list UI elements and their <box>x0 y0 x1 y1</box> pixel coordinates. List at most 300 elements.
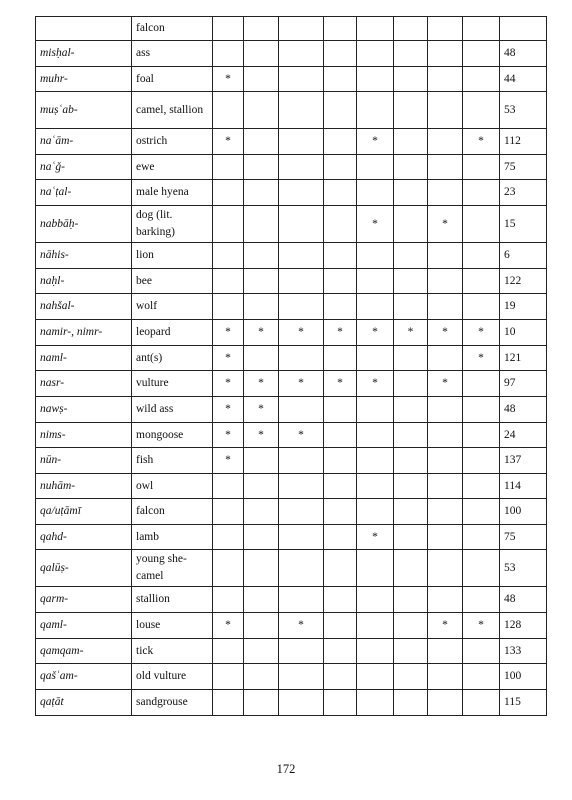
lexicon-table <box>35 16 547 716</box>
table-row <box>36 67 547 92</box>
attestation-mark-cell <box>394 525 428 550</box>
attestation-mark-cell <box>463 448 500 474</box>
page-reference-cell: 53 <box>500 92 547 129</box>
attestation-mark-cell <box>463 690 500 716</box>
attestation-mark-cell: * <box>213 346 244 371</box>
attestation-mark-cell <box>213 206 244 243</box>
attestation-mark-cell <box>394 92 428 129</box>
meaning-cell: wild ass <box>132 397 213 423</box>
attestation-mark-cell: * <box>213 67 244 92</box>
table-row <box>36 180 547 206</box>
attestation-mark-cell <box>357 180 394 206</box>
attestation-mark-cell <box>244 474 279 499</box>
attestation-mark-cell <box>394 206 428 243</box>
attestation-mark-cell <box>244 550 279 587</box>
attestation-mark-cell <box>357 346 394 371</box>
attestation-mark-cell <box>463 155 500 180</box>
page-reference-cell: 115 <box>500 690 547 716</box>
arabic-word-cell: nawṣ- <box>36 397 132 423</box>
arabic-word-cell: nūn- <box>36 448 132 474</box>
page-reference-cell: 23 <box>500 180 547 206</box>
attestation-mark-cell <box>428 129 463 155</box>
arabic-word-cell: nasr- <box>36 371 132 397</box>
attestation-mark-cell <box>324 499 357 525</box>
attestation-mark-cell <box>357 690 394 716</box>
attestation-mark-cell <box>463 17 500 41</box>
attestation-mark-cell <box>213 243 244 269</box>
attestation-mark-cell <box>394 448 428 474</box>
attestation-mark-cell <box>357 550 394 587</box>
attestation-mark-cell <box>394 17 428 41</box>
attestation-mark-cell <box>279 397 324 423</box>
attestation-mark-cell <box>357 448 394 474</box>
attestation-mark-cell <box>324 41 357 67</box>
meaning-cell: camel, stallion <box>132 92 213 129</box>
attestation-mark-cell <box>279 269 324 294</box>
attestation-mark-cell <box>324 423 357 448</box>
attestation-mark-cell <box>324 17 357 41</box>
attestation-mark-cell <box>213 17 244 41</box>
attestation-mark-cell <box>394 587 428 613</box>
arabic-word-cell: muṣʿab- <box>36 92 132 129</box>
attestation-mark-cell: * <box>213 613 244 639</box>
table-row <box>36 587 547 613</box>
attestation-mark-cell <box>244 41 279 67</box>
attestation-mark-cell <box>324 180 357 206</box>
table-row <box>36 320 547 346</box>
table-row <box>36 550 547 587</box>
attestation-mark-cell <box>463 371 500 397</box>
arabic-word-cell: nuhām- <box>36 474 132 499</box>
attestation-mark-cell <box>428 639 463 664</box>
attestation-mark-cell <box>463 92 500 129</box>
meaning-cell: ant(s) <box>132 346 213 371</box>
arabic-word-cell: qašʿam- <box>36 664 132 690</box>
meaning-cell: lion <box>132 243 213 269</box>
attestation-mark-cell: * <box>213 397 244 423</box>
attestation-mark-cell <box>213 550 244 587</box>
attestation-mark-cell <box>428 294 463 320</box>
attestation-mark-cell <box>244 269 279 294</box>
attestation-mark-cell <box>394 180 428 206</box>
attestation-mark-cell: * <box>279 371 324 397</box>
attestation-mark-cell <box>324 155 357 180</box>
arabic-word-cell: naʿām- <box>36 129 132 155</box>
attestation-mark-cell <box>357 155 394 180</box>
attestation-mark-cell: * <box>428 320 463 346</box>
attestation-mark-cell: * <box>324 320 357 346</box>
attestation-mark-cell <box>428 269 463 294</box>
attestation-mark-cell <box>244 448 279 474</box>
attestation-mark-cell <box>428 180 463 206</box>
page-reference-cell: 114 <box>500 474 547 499</box>
meaning-cell: old vulture <box>132 664 213 690</box>
attestation-mark-cell <box>394 243 428 269</box>
attestation-mark-cell <box>463 499 500 525</box>
meaning-cell: ass <box>132 41 213 67</box>
meaning-cell: vulture <box>132 371 213 397</box>
attestation-mark-cell: * <box>428 613 463 639</box>
table-row <box>36 639 547 664</box>
attestation-mark-cell <box>244 67 279 92</box>
attestation-mark-cell <box>463 550 500 587</box>
page-reference-cell: 75 <box>500 155 547 180</box>
attestation-mark-cell <box>244 206 279 243</box>
attestation-mark-cell <box>279 448 324 474</box>
attestation-mark-cell <box>244 155 279 180</box>
attestation-mark-cell <box>324 269 357 294</box>
table-row <box>36 371 547 397</box>
arabic-word-cell: naḥl- <box>36 269 132 294</box>
meaning-cell: sandgrouse <box>132 690 213 716</box>
attestation-mark-cell: * <box>244 397 279 423</box>
attestation-mark-cell <box>394 67 428 92</box>
attestation-mark-cell: * <box>428 371 463 397</box>
attestation-mark-cell <box>428 92 463 129</box>
attestation-mark-cell <box>213 294 244 320</box>
attestation-mark-cell <box>394 129 428 155</box>
meaning-cell: foal <box>132 67 213 92</box>
attestation-mark-cell <box>279 525 324 550</box>
attestation-mark-cell: * <box>279 613 324 639</box>
attestation-mark-cell <box>324 243 357 269</box>
attestation-mark-cell <box>394 269 428 294</box>
attestation-mark-cell <box>244 180 279 206</box>
page-reference-cell: 128 <box>500 613 547 639</box>
attestation-mark-cell <box>394 690 428 716</box>
attestation-mark-cell <box>428 499 463 525</box>
attestation-mark-cell: * <box>279 423 324 448</box>
page-reference-cell: 10 <box>500 320 547 346</box>
attestation-mark-cell <box>463 587 500 613</box>
attestation-mark-cell <box>428 346 463 371</box>
attestation-mark-cell <box>244 92 279 129</box>
attestation-mark-cell <box>279 243 324 269</box>
page-reference-cell: 97 <box>500 371 547 397</box>
attestation-mark-cell <box>463 67 500 92</box>
attestation-mark-cell: * <box>463 320 500 346</box>
arabic-word-cell: qaṭāt <box>36 690 132 716</box>
table-row <box>36 397 547 423</box>
attestation-mark-cell <box>279 155 324 180</box>
attestation-mark-cell <box>428 448 463 474</box>
attestation-mark-cell <box>324 67 357 92</box>
page-reference-cell: 100 <box>500 664 547 690</box>
attestation-mark-cell <box>279 587 324 613</box>
attestation-mark-cell <box>213 269 244 294</box>
attestation-mark-cell <box>463 474 500 499</box>
attestation-mark-cell <box>357 92 394 129</box>
page-reference-cell: 133 <box>500 639 547 664</box>
table-row <box>36 294 547 320</box>
attestation-mark-cell <box>279 550 324 587</box>
attestation-mark-cell: * <box>213 320 244 346</box>
arabic-word-cell: nabbāḥ- <box>36 206 132 243</box>
attestation-mark-cell <box>279 664 324 690</box>
attestation-mark-cell <box>279 67 324 92</box>
attestation-mark-cell: * <box>463 129 500 155</box>
page-reference-cell: 75 <box>500 525 547 550</box>
table-row <box>36 499 547 525</box>
attestation-mark-cell <box>244 129 279 155</box>
attestation-mark-cell <box>463 180 500 206</box>
table-row <box>36 613 547 639</box>
attestation-mark-cell <box>394 155 428 180</box>
page-reference-cell: 100 <box>500 499 547 525</box>
table-row <box>36 690 547 716</box>
attestation-mark-cell <box>357 294 394 320</box>
attestation-mark-cell <box>324 525 357 550</box>
attestation-mark-cell <box>244 294 279 320</box>
attestation-mark-cell <box>244 346 279 371</box>
page-reference-cell: 48 <box>500 397 547 423</box>
arabic-word-cell: naʿṭal- <box>36 180 132 206</box>
attestation-mark-cell <box>428 155 463 180</box>
attestation-mark-cell <box>394 639 428 664</box>
attestation-mark-cell <box>394 397 428 423</box>
attestation-mark-cell <box>244 243 279 269</box>
arabic-word-cell: nims- <box>36 423 132 448</box>
attestation-mark-cell: * <box>213 448 244 474</box>
attestation-mark-cell <box>244 17 279 41</box>
attestation-mark-cell <box>357 639 394 664</box>
attestation-mark-cell: * <box>213 423 244 448</box>
attestation-mark-cell <box>324 206 357 243</box>
attestation-mark-cell <box>324 92 357 129</box>
attestation-mark-cell <box>357 613 394 639</box>
attestation-mark-cell <box>463 41 500 67</box>
attestation-mark-cell <box>324 664 357 690</box>
attestation-mark-cell <box>279 499 324 525</box>
page-reference-cell: 15 <box>500 206 547 243</box>
attestation-mark-cell: * <box>324 371 357 397</box>
attestation-mark-cell <box>394 550 428 587</box>
arabic-word-cell: namir-, nimr- <box>36 320 132 346</box>
attestation-mark-cell <box>428 474 463 499</box>
table-row <box>36 206 547 243</box>
page-reference-cell: 44 <box>500 67 547 92</box>
meaning-cell: wolf <box>132 294 213 320</box>
attestation-mark-cell <box>357 41 394 67</box>
attestation-mark-cell <box>357 499 394 525</box>
attestation-mark-cell <box>324 474 357 499</box>
attestation-mark-cell <box>279 41 324 67</box>
attestation-mark-cell <box>279 206 324 243</box>
meaning-cell: bee <box>132 269 213 294</box>
attestation-mark-cell <box>213 92 244 129</box>
attestation-mark-cell <box>279 346 324 371</box>
meaning-cell: louse <box>132 613 213 639</box>
attestation-mark-cell <box>463 294 500 320</box>
lexicon-table-body <box>36 17 547 716</box>
arabic-word-cell: qaml- <box>36 613 132 639</box>
attestation-mark-cell <box>244 525 279 550</box>
attestation-mark-cell <box>244 664 279 690</box>
attestation-mark-cell <box>463 243 500 269</box>
attestation-mark-cell <box>357 474 394 499</box>
attestation-mark-cell: * <box>357 371 394 397</box>
attestation-mark-cell <box>324 639 357 664</box>
attestation-mark-cell <box>463 269 500 294</box>
attestation-mark-cell: * <box>213 371 244 397</box>
attestation-mark-cell <box>213 155 244 180</box>
arabic-word-cell: nahšal- <box>36 294 132 320</box>
arabic-word-cell: misḥal- <box>36 41 132 67</box>
meaning-cell: young she-camel <box>132 550 213 587</box>
page-reference-cell: 48 <box>500 587 547 613</box>
attestation-mark-cell <box>324 550 357 587</box>
attestation-mark-cell <box>213 664 244 690</box>
attestation-mark-cell <box>324 448 357 474</box>
attestation-mark-cell: * <box>357 206 394 243</box>
table-row <box>36 448 547 474</box>
page-reference-cell: 122 <box>500 269 547 294</box>
meaning-cell: male hyena <box>132 180 213 206</box>
attestation-mark-cell <box>463 525 500 550</box>
attestation-mark-cell <box>324 346 357 371</box>
attestation-mark-cell <box>394 664 428 690</box>
page-reference-cell: 121 <box>500 346 547 371</box>
attestation-mark-cell <box>279 129 324 155</box>
attestation-mark-cell <box>428 67 463 92</box>
page-reference-cell <box>500 17 547 41</box>
page-reference-cell: 112 <box>500 129 547 155</box>
page-number: 172 <box>276 762 296 776</box>
meaning-cell: lamb <box>132 525 213 550</box>
attestation-mark-cell <box>324 129 357 155</box>
table-row <box>36 664 547 690</box>
attestation-mark-cell: * <box>463 613 500 639</box>
attestation-mark-cell <box>324 690 357 716</box>
attestation-mark-cell <box>428 423 463 448</box>
attestation-mark-cell: * <box>428 206 463 243</box>
attestation-mark-cell <box>213 587 244 613</box>
attestation-mark-cell <box>213 525 244 550</box>
arabic-word-cell: qalūṣ- <box>36 550 132 587</box>
attestation-mark-cell: * <box>394 320 428 346</box>
attestation-mark-cell <box>463 664 500 690</box>
table-row <box>36 129 547 155</box>
arabic-word-cell: nāhis- <box>36 243 132 269</box>
attestation-mark-cell <box>357 397 394 423</box>
page-reference-cell: 19 <box>500 294 547 320</box>
table-row <box>36 474 547 499</box>
arabic-word-cell: muhr- <box>36 67 132 92</box>
attestation-mark-cell <box>394 371 428 397</box>
meaning-cell: owl <box>132 474 213 499</box>
attestation-mark-cell <box>279 180 324 206</box>
meaning-cell: stallion <box>132 587 213 613</box>
table-row <box>36 243 547 269</box>
attestation-mark-cell <box>357 269 394 294</box>
attestation-mark-cell <box>213 690 244 716</box>
arabic-word-cell: naml- <box>36 346 132 371</box>
page-reference-cell: 24 <box>500 423 547 448</box>
attestation-mark-cell <box>463 397 500 423</box>
meaning-cell: ewe <box>132 155 213 180</box>
meaning-cell: mongoose <box>132 423 213 448</box>
meaning-cell: fish <box>132 448 213 474</box>
arabic-word-cell <box>36 17 132 41</box>
attestation-mark-cell <box>213 474 244 499</box>
attestation-mark-cell: * <box>244 423 279 448</box>
meaning-cell: leopard <box>132 320 213 346</box>
page-reference-cell: 137 <box>500 448 547 474</box>
attestation-mark-cell <box>428 17 463 41</box>
attestation-mark-cell <box>324 294 357 320</box>
attestation-mark-cell <box>428 664 463 690</box>
attestation-mark-cell: * <box>357 525 394 550</box>
meaning-cell: ostrich <box>132 129 213 155</box>
page-reference-cell: 53 <box>500 550 547 587</box>
attestation-mark-cell <box>394 423 428 448</box>
attestation-mark-cell <box>428 550 463 587</box>
table-row <box>36 525 547 550</box>
table-row <box>36 346 547 371</box>
meaning-cell: tick <box>132 639 213 664</box>
attestation-mark-cell <box>324 587 357 613</box>
table-row <box>36 269 547 294</box>
attestation-mark-cell <box>428 41 463 67</box>
attestation-mark-cell <box>324 397 357 423</box>
attestation-mark-cell <box>357 17 394 41</box>
attestation-mark-cell <box>357 664 394 690</box>
attestation-mark-cell <box>279 92 324 129</box>
attestation-mark-cell <box>428 690 463 716</box>
attestation-mark-cell <box>357 243 394 269</box>
attestation-mark-cell <box>463 423 500 448</box>
attestation-mark-cell <box>394 294 428 320</box>
arabic-word-cell: naʿǧ- <box>36 155 132 180</box>
attestation-mark-cell <box>394 474 428 499</box>
arabic-word-cell: qarm- <box>36 587 132 613</box>
arabic-word-cell: qahd- <box>36 525 132 550</box>
attestation-mark-cell <box>244 690 279 716</box>
attestation-mark-cell: * <box>357 320 394 346</box>
page-reference-cell: 6 <box>500 243 547 269</box>
attestation-mark-cell <box>357 67 394 92</box>
attestation-mark-cell <box>279 690 324 716</box>
attestation-mark-cell <box>279 17 324 41</box>
attestation-mark-cell <box>213 180 244 206</box>
table-row <box>36 41 547 67</box>
attestation-mark-cell <box>394 613 428 639</box>
attestation-mark-cell <box>213 41 244 67</box>
attestation-mark-cell: * <box>463 346 500 371</box>
attestation-mark-cell <box>428 587 463 613</box>
table-row <box>36 423 547 448</box>
attestation-mark-cell <box>213 639 244 664</box>
attestation-mark-cell <box>463 206 500 243</box>
attestation-mark-cell <box>244 587 279 613</box>
table-row <box>36 17 547 41</box>
attestation-mark-cell <box>279 474 324 499</box>
attestation-mark-cell <box>279 294 324 320</box>
page-reference-cell: 48 <box>500 41 547 67</box>
attestation-mark-cell <box>213 499 244 525</box>
attestation-mark-cell <box>324 613 357 639</box>
attestation-mark-cell <box>244 639 279 664</box>
meaning-cell: falcon <box>132 499 213 525</box>
attestation-mark-cell <box>428 397 463 423</box>
meaning-cell: dog (lit. barking) <box>132 206 213 243</box>
attestation-mark-cell <box>394 346 428 371</box>
attestation-mark-cell: * <box>279 320 324 346</box>
attestation-mark-cell <box>279 639 324 664</box>
attestation-mark-cell: * <box>213 129 244 155</box>
attestation-mark-cell <box>394 499 428 525</box>
attestation-mark-cell <box>428 525 463 550</box>
